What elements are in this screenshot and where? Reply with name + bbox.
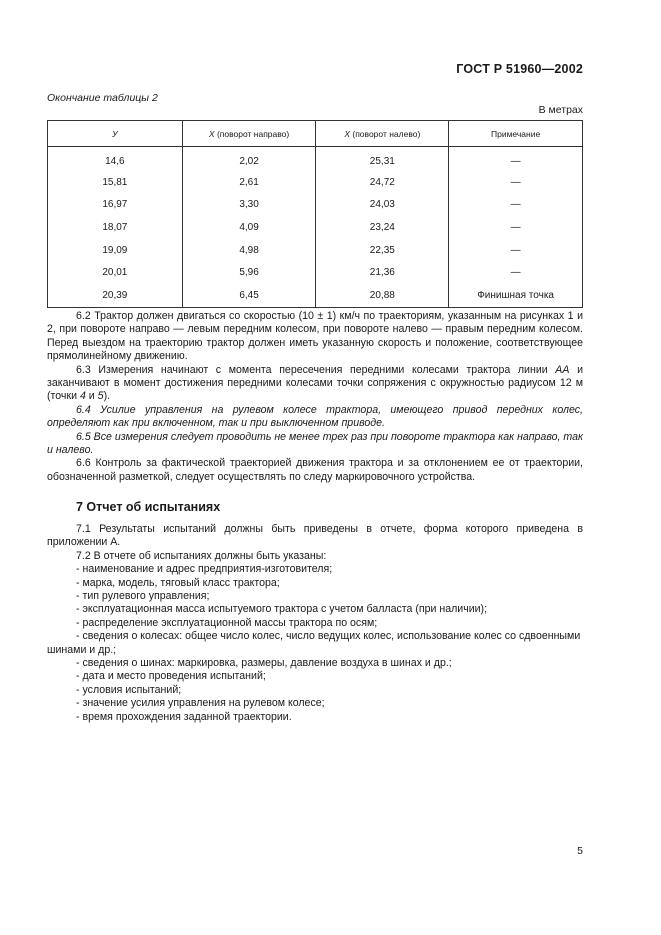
cell-x-right-value: 2,61 xyxy=(182,171,316,194)
table-row xyxy=(48,239,583,262)
cell-y-value: 18,07 xyxy=(48,216,183,239)
cell-note-value: Финишная точка xyxy=(449,284,583,307)
cell-note-value: — xyxy=(449,194,583,217)
cell-x-left-value: 23,24 xyxy=(316,216,449,239)
cell-x-left-value: 25,31 xyxy=(316,147,449,172)
paragraph-6-5: 6.5 Все измерения следует проводить не менее трех раз при повороте трактора как направо, так и налево. xyxy=(47,430,583,457)
table-row xyxy=(48,147,583,172)
report-list-item: - распределение эксплуатационной массы трактора по осям; xyxy=(76,616,378,629)
page-number: 5 xyxy=(577,845,583,857)
section-7-body xyxy=(47,523,583,724)
report-list-item: - сведения о колесах: общее число колес, число ведущих колес, использование колес со сдвоенными шинами и др.; xyxy=(47,630,581,656)
paragraph-7-1: 7.1 Результаты испытаний должны быть приведены в отчете, форма которого приведена в приложении А. xyxy=(47,523,583,549)
report-list-item: - условия испытаний; xyxy=(76,683,182,696)
cell-x-left-value: 20,88 xyxy=(316,284,449,307)
report-list-item: - значение усилия управления на рулевом колесе; xyxy=(76,697,325,710)
cell-x-left-value: 24,03 xyxy=(316,194,449,217)
report-list-item: - время прохождения заданной траектории. xyxy=(76,710,292,723)
report-list-item: - наименование и адрес предприятия-изготовителя; xyxy=(76,563,333,576)
document-number: ГОСТ Р 51960—2002 xyxy=(456,62,583,76)
report-list-item: - марка, модель, тяговый класс трактора; xyxy=(76,576,280,589)
paragraph-6-2: 6.2 Трактор должен двигаться со скоростью (10 ± 1) км/ч по траекториям, указанным на рисунках 1 и 2, при повороте направо — левым передним колесом, при повороте налево — правым передним колесом. Перед выездом на траекторию трактор должен иметь указанную скорость и положение, соответствующее прямолинейному движению. xyxy=(47,310,583,363)
cell-y-value: 14,6 xyxy=(48,147,183,172)
table-caption: Окончание таблицы 2 xyxy=(47,92,158,104)
coordinates-table xyxy=(47,120,583,308)
report-items-list xyxy=(47,563,583,724)
table-row xyxy=(48,284,583,307)
cell-x-left-value: 24,72 xyxy=(316,171,449,194)
cell-x-right-value: 4,98 xyxy=(182,239,316,262)
table-row xyxy=(48,216,583,239)
table-row xyxy=(48,261,583,284)
cell-x-right-value: 4,09 xyxy=(182,216,316,239)
report-list-item: - сведения о шинах: маркировка, размеры, давление воздуха в шинах и др.; xyxy=(76,657,452,670)
cell-note-value: — xyxy=(449,216,583,239)
report-list-item: - тип рулевого управления; xyxy=(76,590,210,603)
cell-x-right-value: 6,45 xyxy=(182,284,316,307)
report-list-item: - дата и место проведения испытаний; xyxy=(76,670,266,683)
table-header-row xyxy=(48,121,583,147)
paragraph-6-3: 6.3 Измерения начинают с момента пересечения передними колесами трактора линии АА и заканчивают в момент достижения передними колесами точки сопряжения с окружностью радиусом 12 м (точки 4 и 5). xyxy=(47,363,583,403)
cell-y-value: 20,01 xyxy=(48,261,183,284)
cell-note-value: — xyxy=(449,261,583,284)
report-list-item: - эксплуатационная масса испытуемого трактора с учетом балласта (при наличии); xyxy=(76,603,488,616)
table-row xyxy=(48,171,583,194)
cell-y-value: 16,97 xyxy=(48,194,183,217)
section-7-heading: 7 Отчет об испытаниях xyxy=(76,500,221,514)
header-x-right: X (поворот направо) xyxy=(182,121,316,147)
cell-y-value: 20,39 xyxy=(48,284,183,307)
cell-x-right-value: 5,96 xyxy=(182,261,316,284)
cell-x-left-value: 21,36 xyxy=(316,261,449,284)
header-x-left: X (поворот налево) xyxy=(316,121,449,147)
section-6-paragraphs xyxy=(47,310,583,484)
table-row xyxy=(48,194,583,217)
cell-x-left-value: 22,35 xyxy=(316,239,449,262)
header-y: У xyxy=(48,121,183,147)
paragraph-6-6: 6.6 Контроль за фактической траекторией движения трактора и за отклонением ее от траектории, обозначенной разметкой, следует осуществлять по следу маркировочного устройства. xyxy=(47,457,583,483)
header-note: Примечание xyxy=(449,121,583,147)
cell-y-value: 15,81 xyxy=(48,171,183,194)
units-note: В метрах xyxy=(538,104,583,116)
cell-x-right-value: 3,30 xyxy=(182,194,316,217)
paragraph-6-4: 6.4 Усилие управления на рулевом колесе трактора, имеющего привод передних колес, определяют как при включенном, так и при выключенном приводе. xyxy=(47,403,583,430)
cell-note-value: — xyxy=(449,147,583,172)
cell-note-value: — xyxy=(449,171,583,194)
paragraph-7-2: 7.2 В отчете об испытаниях должны быть указаны: xyxy=(76,549,327,562)
cell-y-value: 19,09 xyxy=(48,239,183,262)
cell-x-right-value: 2,02 xyxy=(182,147,316,172)
cell-note-value: — xyxy=(449,239,583,262)
